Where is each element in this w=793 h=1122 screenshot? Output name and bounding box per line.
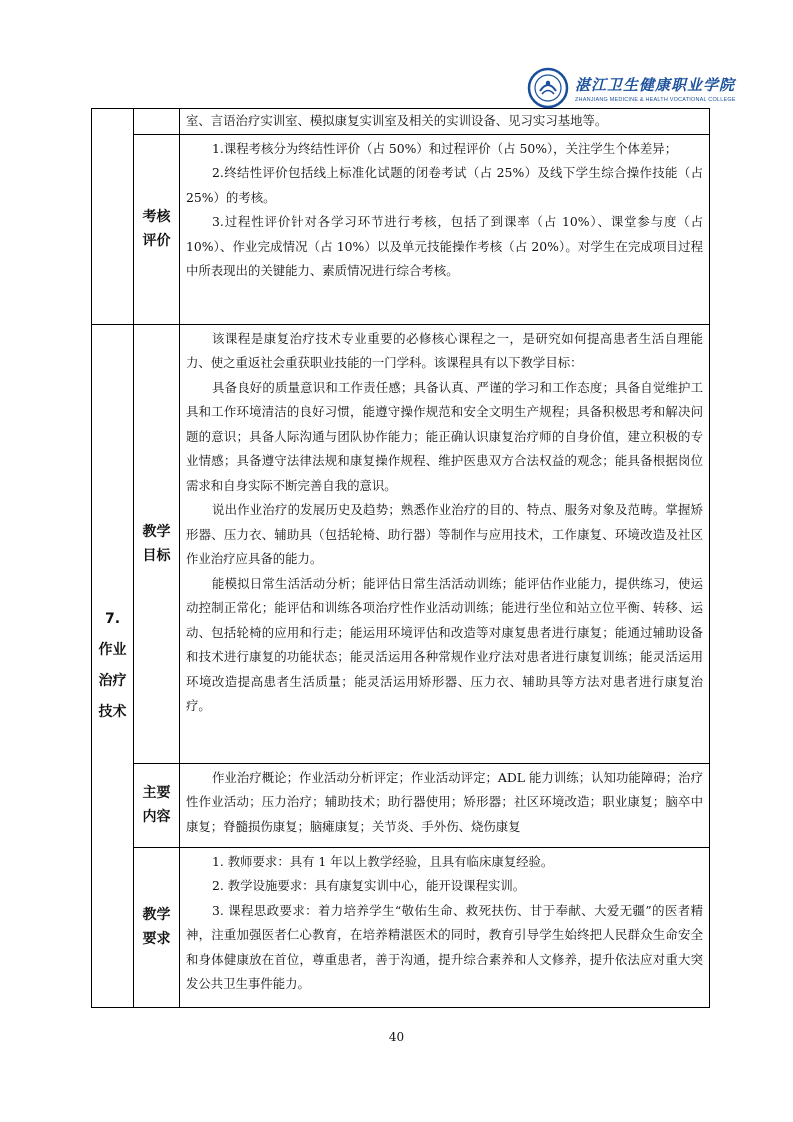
assessment-paragraph: 1.课程考核分为终结性评价（占 50%）和过程评价（占 50%），关注学生个体差异； [212, 140, 678, 156]
requirements-content-cell [180, 847, 710, 1007]
goals-content-cell [180, 324, 710, 763]
requirements-label: 教学要求 [142, 907, 171, 947]
label-cell-empty [134, 109, 180, 135]
content-content-cell [180, 763, 710, 847]
page-number: 40 [388, 1030, 405, 1044]
school-emblem-icon [527, 67, 569, 109]
assessment-label-cell [134, 134, 180, 324]
content-label-cell [134, 763, 180, 847]
goals-paragraph: 该课程是康复治疗技术专业重要的必修核心课程之一，是研究如何提高患者生活自理能力、使之重返社会重获职业技能的一门学科。该课程具有以下教学目标： [186, 330, 703, 370]
table-row-requirements [92, 847, 710, 1007]
goals-paragraph: 能模拟日常生活活动分析；能评估日常生活活动训练；能评估作业能力，提供练习，使运动控制正常化；能评估和训练各项治疗性作业活动训练；能进行坐位和站立位平衡、转移、运动、包括轮椅的应用和行走；能运用环境评估和改造等对康复患者进行康复；能通过辅助设备和技术进行康复的功能状态；能灵活运用各种常规作业疗法对患者进行康复训练；能灵活运用环境改造提高患者生活质量；能灵活运用矫形器、压力衣、辅助具等方法对患者进行康复治疗。 [186, 575, 703, 713]
category-cell-previous [92, 109, 134, 325]
content-cell-top [180, 109, 710, 135]
table-row-goals [92, 324, 710, 763]
curriculum-table [91, 108, 710, 1008]
requirements-label-cell [134, 847, 180, 1007]
top-row-text: 室、言语治疗实训室、模拟康复实训室及相关的实训设备、见习实习基地等。 [186, 113, 608, 128]
school-name-en: ZHANJIANG MEDICINE & HEALTH VOCATIONAL COLLEGE [575, 96, 736, 103]
goals-label: 教学目标 [142, 523, 171, 564]
table-row-top [92, 109, 710, 135]
school-name-cn: 湛江卫生健康职业学院 [575, 75, 736, 94]
goals-paragraph: 说出作业治疗的发展历史及趋势；熟悉作业治疗的目的、特点、服务对象及范畴。掌握矫形器、压力衣、辅助具（包括轮椅、助行器）等制作与应用技术，工作康复、环境改造及社区作业治疗应具备的能力。 [186, 502, 703, 566]
assessment-label: 考核评价 [142, 209, 171, 249]
school-logo [527, 66, 767, 110]
assessment-paragraph: 3.过程性评价针对各学习环节进行考核，包括了到课率（占 10%）、课堂参与度（占 10%）、作业完成情况（占 10%）以及单元技能操作考核（占 20%）。对学生在完成项目过程中所表现出的关键能力、素质情况进行综合考核。 [186, 214, 703, 278]
assessment-content-cell [180, 134, 710, 324]
goals-label-cell [134, 324, 180, 763]
requirements-paragraph: 2. 教学设施要求：具有康复实训中心，能开设课程实训。 [212, 878, 526, 893]
requirements-paragraph: 3. 课程思政要求：着力培养学生“敬佑生命、救死扶伤、甘于奉献、大爱无疆”的医者精神，注重加强医者仁心教育，在培养精湛医术的同时，教育引导学生始终把人民群众生命安全和身体健康放在首位，尊重患者，善于沟通，提升综合素养和人文修养，提升依法应对重大突发公共卫生事件能力。 [186, 902, 703, 991]
table-row-assessment [92, 134, 710, 324]
table-row-content [92, 763, 710, 847]
goals-paragraph: 具备良好的质量意识和工作责任感；具备认真、严谨的学习和工作态度；具备自觉维护工具和工作环境清洁的良好习惯，能遵守操作规范和安全文明生产规程；具备积极思考和解决问题的意识；具备人际沟通与团队协作能力；能正确认识康复治疗师的自身价值，建立积极的专业情感；具备遵守法律法规和康复操作规程、维护医患双方合法权益的观念；能具备根据岗位需求和自身实际不断完善自我的意识。 [186, 379, 703, 493]
category-label: 7.作业治疗技术 [98, 610, 127, 720]
category-cell [92, 324, 134, 1007]
requirements-paragraph: 1. 教师要求：具有 1 年以上教学经验，且具有临床康复经验。 [212, 853, 554, 869]
assessment-paragraph: 2.终结性评价包括线上标准化试题的闭卷考试（占 25%）及线下学生综合操作技能（占 25%）的考核。 [186, 165, 703, 205]
content-label: 主要内容 [142, 785, 171, 825]
content-text: 作业治疗概论；作业活动分析评定；作业活动评定；ADL 能力训练；认知功能障碍；治疗性作业活动；压力治疗；辅助技术；助行器使用；矫形器；社区环境改造；职业康复；脑卒中康复；脊髓损伤康复；脑瘫康复；关节炎、手外伤、烧伤康复 [186, 769, 703, 834]
